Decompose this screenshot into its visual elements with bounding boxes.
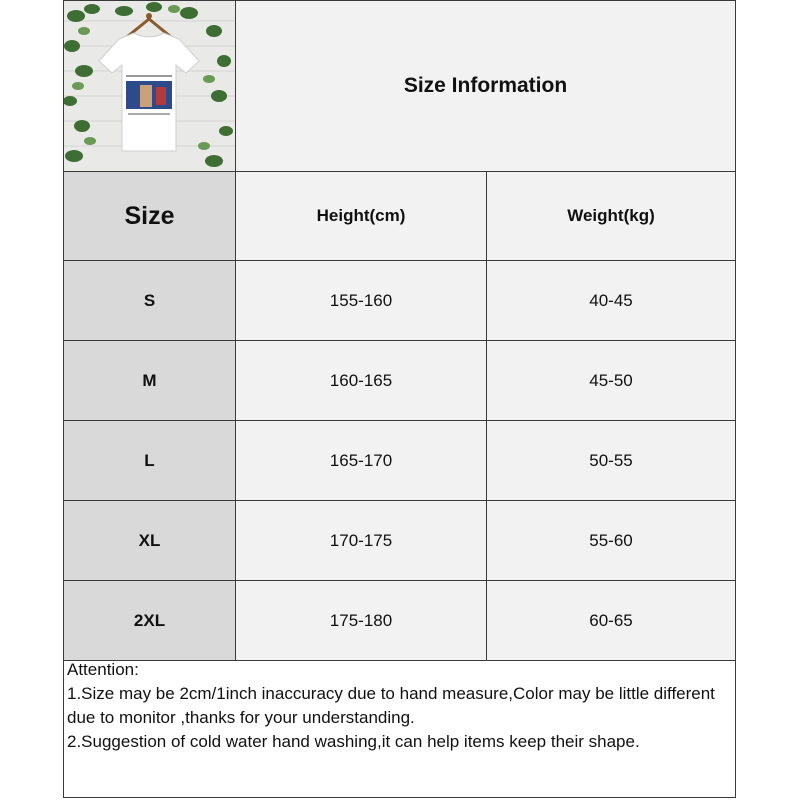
size-cell: S	[64, 261, 236, 341]
table-row	[64, 261, 735, 341]
attention-notes	[67, 658, 731, 754]
weight-cell: 45-50	[487, 341, 736, 421]
column-header-height: Height(cm)	[236, 172, 487, 261]
size-cell: L	[64, 421, 236, 501]
weight-cell: 50-55	[487, 421, 736, 501]
size-chart-sheet	[63, 0, 736, 798]
title-cell	[236, 1, 735, 171]
size-cell: 2XL	[64, 581, 236, 661]
product-photo	[64, 1, 236, 171]
note-line-1: 1.Size may be 2cm/1inch inaccuracy due to hand measure,Color may be little different due to monitor ,thanks for your understanding.	[67, 684, 715, 727]
column-header-size: Size	[64, 172, 236, 261]
height-cell: 165-170	[236, 421, 487, 501]
height-cell: 170-175	[236, 501, 487, 581]
page-title: Size Information	[403, 74, 568, 97]
weight-cell: 60-65	[487, 581, 736, 661]
note-line-2: 2.Suggestion of cold water hand washing,it can help items keep their shape.	[67, 732, 640, 751]
height-cell: 160-165	[236, 341, 487, 421]
size-cell: M	[64, 341, 236, 421]
column-header-weight: Weight(kg)	[487, 172, 736, 261]
weight-cell: 55-60	[487, 501, 736, 581]
table-row	[64, 341, 735, 421]
size-cell: XL	[64, 501, 236, 581]
table-header-row	[64, 172, 735, 261]
table-row	[64, 501, 735, 581]
height-cell: 175-180	[236, 581, 487, 661]
weight-cell: 40-45	[487, 261, 736, 341]
height-cell: 155-160	[236, 261, 487, 341]
size-table	[64, 171, 735, 661]
table-row	[64, 421, 735, 501]
tshirt-photo-image	[64, 1, 235, 171]
table-row	[64, 581, 735, 661]
notes-heading: Attention:	[67, 660, 139, 679]
